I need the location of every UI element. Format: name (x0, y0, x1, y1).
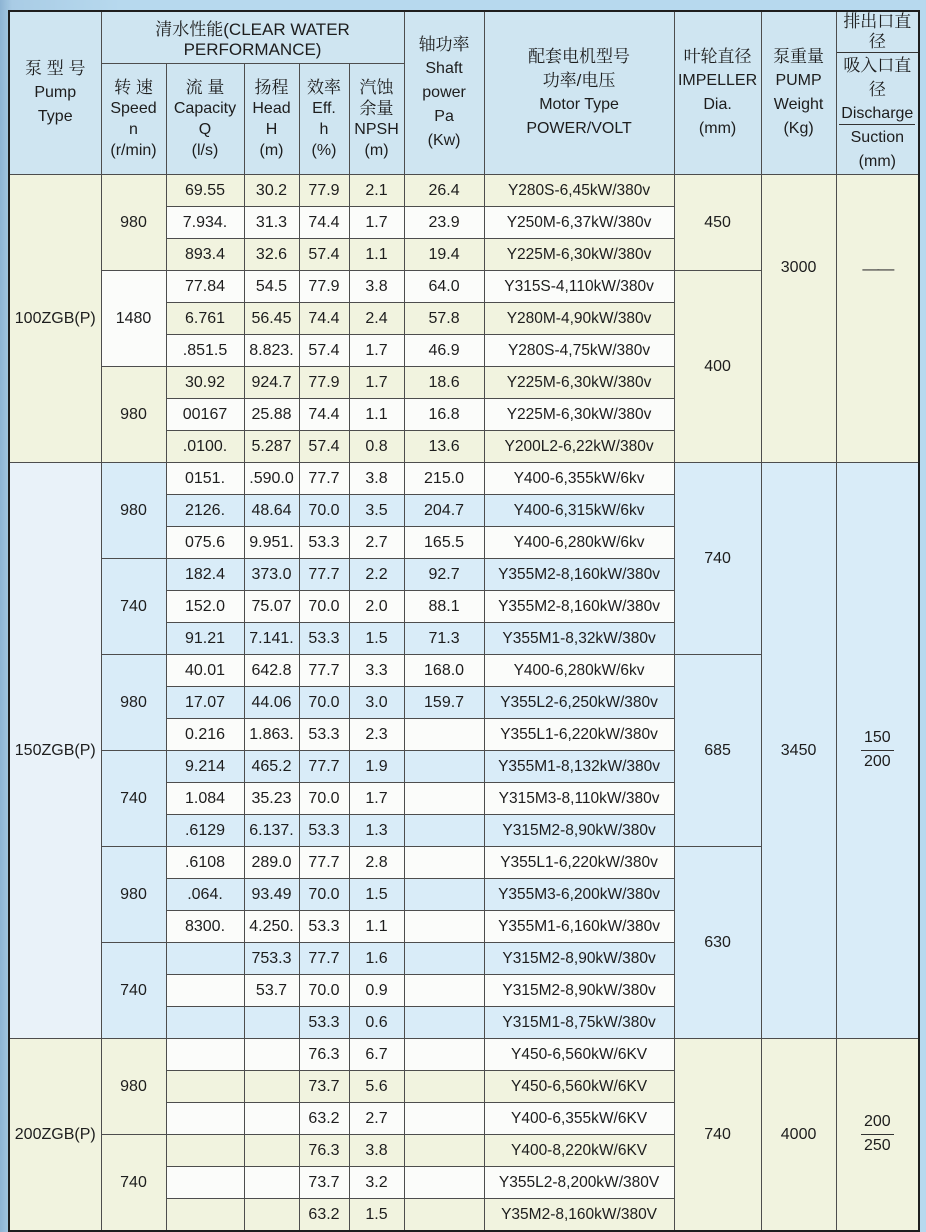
cell-npsh: 2.0 (349, 591, 404, 623)
cell-npsh: 1.7 (349, 367, 404, 399)
cell-npsh: 1.7 (349, 335, 404, 367)
cell-capacity: 152.0 (166, 591, 244, 623)
shaft-header-line: (Kw) (427, 132, 461, 149)
cell-npsh: 1.3 (349, 815, 404, 847)
npsh-header-line: 汽蚀 (359, 78, 394, 98)
pump-type-cell: 150ZGB(P) (9, 463, 101, 1039)
cell-npsh: 3.8 (349, 463, 404, 495)
cell-capacity: 8300. (166, 911, 244, 943)
cell-eff: 53.3 (299, 815, 349, 847)
cell-eff: 74.4 (299, 399, 349, 431)
cell-motor: Y400-8,220kW/6KV (484, 1135, 674, 1167)
cell-capacity (166, 1199, 244, 1232)
cell-motor: Y315M2-8,90kW/380v (484, 815, 674, 847)
speed-header-line: n (129, 121, 138, 139)
cell-eff: 63.2 (299, 1103, 349, 1135)
cell-motor: Y315M3-8,110kW/380v (484, 783, 674, 815)
cell-head: 35.23 (244, 783, 299, 815)
cell-motor: Y225M-6,30kW/380v (484, 367, 674, 399)
cell-capacity: .6129 (166, 815, 244, 847)
cell-npsh: 2.7 (349, 527, 404, 559)
cell-shaft (404, 1039, 484, 1071)
cell-capacity: 7.934. (166, 207, 244, 239)
speed-header-line: Speed (110, 100, 157, 118)
cell-eff: 70.0 (299, 687, 349, 719)
cell-head: 93.49 (244, 879, 299, 911)
shaft-header-line: Pa (434, 108, 454, 125)
cell-npsh: 1.7 (349, 207, 404, 239)
cell-eff: 70.0 (299, 879, 349, 911)
suction-value: 250 (863, 1137, 891, 1154)
cell-shaft: 13.6 (404, 431, 484, 463)
cell-npsh: 2.4 (349, 303, 404, 335)
col-header-shaft-power (404, 11, 484, 175)
impeller-cell: 740 (674, 1039, 761, 1232)
impeller-cell: 630 (674, 847, 761, 1039)
cell-npsh: 2.7 (349, 1103, 404, 1135)
cell-head: .590.0 (244, 463, 299, 495)
cell-head: 56.45 (244, 303, 299, 335)
cell-npsh: 0.8 (349, 431, 404, 463)
cell-motor: Y400-6,355kW/6KV (484, 1103, 674, 1135)
weight-header-line: Weight (773, 96, 824, 113)
cell-capacity: 9.214 (166, 751, 244, 783)
speed-header-line: (r/min) (110, 142, 157, 160)
cell-shaft (404, 1103, 484, 1135)
cell-shaft (404, 1135, 484, 1167)
discharge-suction-fraction (861, 728, 894, 773)
npsh-header-line: NPSH (354, 121, 399, 139)
cell-head: 32.6 (244, 239, 299, 271)
discharge-value: 200 (861, 1112, 894, 1135)
cell-capacity: 17.07 (166, 687, 244, 719)
impeller-cell: 685 (674, 655, 761, 847)
impeller-header-line: 叶轮直径 (683, 47, 752, 66)
dash-line: —— (862, 259, 893, 278)
cell-eff: 70.0 (299, 591, 349, 623)
cell-eff: 77.9 (299, 175, 349, 207)
cell-head (244, 1103, 299, 1135)
cell-head: 1.863. (244, 719, 299, 751)
cell-npsh: 3.0 (349, 687, 404, 719)
cell-npsh: 1.1 (349, 239, 404, 271)
cell-npsh: 5.6 (349, 1071, 404, 1103)
cell-shaft (404, 1167, 484, 1199)
discharge-cell (836, 1039, 919, 1232)
discharge-header-cn-bottom: 吸入口直径 (843, 56, 912, 99)
cell-motor: Y280M-4,90kW/380v (484, 303, 674, 335)
cell-shaft (404, 1071, 484, 1103)
cell-head: 8.823. (244, 335, 299, 367)
discharge-cell (836, 175, 919, 463)
cell-motor: Y225M-6,30kW/380v (484, 239, 674, 271)
impeller-cell: 450 (674, 175, 761, 271)
speed-header-line: 转 速 (114, 78, 153, 98)
discharge-suction-fraction (861, 1112, 894, 1157)
cell-shaft: 71.3 (404, 623, 484, 655)
cell-eff: 53.3 (299, 1007, 349, 1039)
weight-header-line: 泵重量 (773, 47, 825, 66)
cell-npsh: 3.3 (349, 655, 404, 687)
cell-eff: 57.4 (299, 239, 349, 271)
cell-npsh: 2.8 (349, 847, 404, 879)
cell-npsh: 2.2 (349, 559, 404, 591)
cell-head (244, 1007, 299, 1039)
motor-header-line: Motor Type (539, 96, 619, 113)
cell-motor: Y400-6,355kW/6kv (484, 463, 674, 495)
cell-eff: 53.3 (299, 719, 349, 751)
cell-shaft: 92.7 (404, 559, 484, 591)
impeller-header-line: IMPELLER (677, 72, 758, 89)
cell-capacity (166, 1007, 244, 1039)
discharge-header-unit: (mm) (858, 153, 896, 170)
cell-eff: 77.9 (299, 271, 349, 303)
capacity-header-line: Capacity (173, 100, 237, 118)
cell-head: 465.2 (244, 751, 299, 783)
cell-eff: 70.0 (299, 975, 349, 1007)
cell-head (244, 1199, 299, 1232)
cell-capacity: 77.84 (166, 271, 244, 303)
table-header (9, 11, 919, 175)
cell-head (244, 1135, 299, 1167)
cell-motor: Y225M-6,30kW/380v (484, 399, 674, 431)
cell-capacity: 2126. (166, 495, 244, 527)
cell-head: 30.2 (244, 175, 299, 207)
cell-motor: Y400-6,315kW/6kv (484, 495, 674, 527)
cell-npsh: 3.8 (349, 1135, 404, 1167)
weight-cell: 3000 (761, 175, 836, 463)
eff-header-line: Eff. (312, 100, 336, 118)
col-header-impeller (674, 11, 761, 175)
col-header-pump-type (9, 11, 101, 175)
speed-cell: 740 (101, 751, 166, 847)
cell-head: 54.5 (244, 271, 299, 303)
speed-cell: 740 (101, 559, 166, 655)
cell-shaft: 16.8 (404, 399, 484, 431)
cell-capacity: 30.92 (166, 367, 244, 399)
table-row (9, 175, 919, 207)
cell-motor: Y355L2-6,250kW/380v (484, 687, 674, 719)
cell-capacity: .851.5 (166, 335, 244, 367)
motor-header-line: 配套电机型号 (528, 47, 631, 66)
cell-capacity (166, 975, 244, 1007)
cell-shaft (404, 847, 484, 879)
npsh-header-line: (m) (364, 142, 389, 160)
cell-capacity: 69.55 (166, 175, 244, 207)
cell-eff: 77.7 (299, 463, 349, 495)
discharge-value: 150 (861, 728, 894, 751)
eff-header-line: 效率 (307, 78, 341, 98)
cell-eff: 57.4 (299, 335, 349, 367)
table-row (9, 1039, 919, 1071)
discharge-header-cn-top: 排出口直径 (837, 12, 919, 53)
speed-cell: 980 (101, 463, 166, 559)
cell-shaft: 18.6 (404, 367, 484, 399)
cell-eff: 63.2 (299, 1199, 349, 1232)
pump-type-header-en1: Pump (34, 84, 77, 101)
cell-motor: Y355M1-6,160kW/380v (484, 911, 674, 943)
cell-capacity: 075.6 (166, 527, 244, 559)
cell-motor: Y355L1-6,220kW/380v (484, 719, 674, 751)
shaft-header-line: 轴功率 (418, 35, 470, 54)
cell-motor: Y280S-6,45kW/380v (484, 175, 674, 207)
cell-eff: 77.7 (299, 943, 349, 975)
capacity-header-line: (l/s) (191, 142, 219, 160)
cell-head (244, 1039, 299, 1071)
cell-capacity (166, 1103, 244, 1135)
cell-motor: Y355M2-8,160kW/380v (484, 559, 674, 591)
cell-shaft: 204.7 (404, 495, 484, 527)
cell-npsh: 3.8 (349, 271, 404, 303)
cell-npsh: 2.3 (349, 719, 404, 751)
speed-cell: 980 (101, 175, 166, 271)
cell-capacity: .6108 (166, 847, 244, 879)
cell-npsh: 1.1 (349, 911, 404, 943)
cell-motor: Y400-6,280kW/6kv (484, 527, 674, 559)
speed-cell: 980 (101, 847, 166, 943)
motor-header-line: POWER/VOLT (526, 120, 632, 137)
head-header-line: (m) (259, 142, 284, 160)
cell-capacity: 0.216 (166, 719, 244, 751)
pump-spec-table (8, 10, 920, 1232)
shaft-header-line: power (422, 84, 466, 101)
cell-eff: 53.3 (299, 623, 349, 655)
cell-motor: Y450-6,560kW/6KV (484, 1039, 674, 1071)
cell-capacity (166, 943, 244, 975)
cell-eff: 73.7 (299, 1167, 349, 1199)
cell-capacity (166, 1071, 244, 1103)
cell-capacity (166, 1135, 244, 1167)
cell-shaft (404, 815, 484, 847)
cell-npsh: 1.6 (349, 943, 404, 975)
cell-npsh: 1.5 (349, 879, 404, 911)
cell-motor: Y400-6,280kW/6kv (484, 655, 674, 687)
cell-eff: 57.4 (299, 431, 349, 463)
cell-npsh: 1.5 (349, 1199, 404, 1232)
cell-npsh: 1.7 (349, 783, 404, 815)
cell-npsh: 6.7 (349, 1039, 404, 1071)
eff-header-line: h (319, 121, 329, 139)
cell-shaft (404, 879, 484, 911)
cell-capacity: 91.21 (166, 623, 244, 655)
cell-shaft (404, 943, 484, 975)
cell-eff: 53.3 (299, 911, 349, 943)
pump-type-cell: 100ZGB(P) (9, 175, 101, 463)
cell-npsh: 2.1 (349, 175, 404, 207)
col-header-eff (299, 64, 349, 175)
col-header-head (244, 64, 299, 175)
cell-motor: Y315M2-8,90kW/380v (484, 943, 674, 975)
cell-motor: Y355M2-8,160kW/380v (484, 591, 674, 623)
speed-cell: 740 (101, 1135, 166, 1232)
cell-head: 642.8 (244, 655, 299, 687)
head-header-line: 扬程 (254, 78, 289, 98)
cell-motor: Y200L2-6,22kW/380v (484, 431, 674, 463)
cell-capacity: .0100. (166, 431, 244, 463)
cell-shaft: 46.9 (404, 335, 484, 367)
cell-shaft: 26.4 (404, 175, 484, 207)
cell-head: 289.0 (244, 847, 299, 879)
speed-cell: 980 (101, 655, 166, 751)
cell-shaft: 64.0 (404, 271, 484, 303)
cell-motor: Y355M1-8,132kW/380v (484, 751, 674, 783)
cell-shaft (404, 1199, 484, 1232)
speed-cell: 1480 (101, 271, 166, 367)
cell-eff: 74.4 (299, 303, 349, 335)
cell-shaft (404, 719, 484, 751)
cell-npsh: 0.6 (349, 1007, 404, 1039)
cell-head: 53.7 (244, 975, 299, 1007)
impeller-cell: 400 (674, 271, 761, 463)
cell-shaft: 88.1 (404, 591, 484, 623)
cell-eff: 70.0 (299, 783, 349, 815)
cell-head (244, 1071, 299, 1103)
cell-eff: 73.7 (299, 1071, 349, 1103)
weight-header-line: PUMP (775, 72, 822, 89)
cell-shaft: 57.8 (404, 303, 484, 335)
cell-head: 6.137. (244, 815, 299, 847)
col-header-motor-type (484, 11, 674, 175)
cell-motor: Y315S-4,110kW/380v (484, 271, 674, 303)
cell-motor: Y355M1-8,32kW/380v (484, 623, 674, 655)
cell-capacity: 1.084 (166, 783, 244, 815)
cell-eff: 77.7 (299, 751, 349, 783)
discharge-header-en-top: Discharge (839, 104, 915, 125)
cell-capacity: 182.4 (166, 559, 244, 591)
speed-cell: 740 (101, 943, 166, 1039)
cell-head: 7.141. (244, 623, 299, 655)
impeller-header-line: Dia. (703, 96, 732, 113)
cell-head: 4.250. (244, 911, 299, 943)
cell-capacity: 6.761 (166, 303, 244, 335)
cell-shaft: 168.0 (404, 655, 484, 687)
cell-shaft (404, 975, 484, 1007)
cell-shaft (404, 751, 484, 783)
cell-capacity (166, 1039, 244, 1071)
cell-head: 924.7 (244, 367, 299, 399)
col-header-clear-water-band: 清水性能(CLEAR WATER PERFORMANCE) (101, 11, 404, 64)
cell-motor: Y280S-4,75kW/380v (484, 335, 674, 367)
col-header-capacity (166, 64, 244, 175)
cell-capacity (166, 1167, 244, 1199)
cell-motor: Y250M-6,37kW/380v (484, 207, 674, 239)
weight-cell: 4000 (761, 1039, 836, 1232)
cell-eff: 70.0 (299, 495, 349, 527)
cell-head: 9.951. (244, 527, 299, 559)
cell-npsh: 1.5 (349, 623, 404, 655)
pump-type-header-en2: Type (37, 108, 73, 125)
cell-motor: Y450-6,560kW/6KV (484, 1071, 674, 1103)
cell-head (244, 1167, 299, 1199)
cell-capacity: 00167 (166, 399, 244, 431)
cell-motor: Y355L2-8,200kW/380V (484, 1167, 674, 1199)
impeller-header-line: (mm) (698, 120, 737, 137)
cell-motor: Y315M2-8,90kW/380v (484, 975, 674, 1007)
pump-type-cell: 200ZGB(P) (9, 1039, 101, 1232)
suction-value: 200 (863, 753, 891, 770)
shaft-header-line: Shaft (425, 60, 463, 77)
pump-type-header-cn: 泵 型 号 (25, 59, 86, 78)
cell-eff: 74.4 (299, 207, 349, 239)
head-header-line: H (265, 121, 278, 139)
cell-shaft: 19.4 (404, 239, 484, 271)
cell-shaft (404, 783, 484, 815)
cell-motor: Y35M2-8,160kW/380V (484, 1199, 674, 1232)
cell-motor: Y315M1-8,75kW/380v (484, 1007, 674, 1039)
cell-head: 48.64 (244, 495, 299, 527)
cell-head: 5.287 (244, 431, 299, 463)
cell-motor: Y355M3-6,200kW/380v (484, 879, 674, 911)
capacity-header-line: 流 量 (185, 78, 225, 98)
cell-shaft (404, 911, 484, 943)
impeller-cell: 740 (674, 463, 761, 655)
head-header-line: Head (252, 100, 291, 118)
cell-eff: 77.7 (299, 847, 349, 879)
weight-cell: 3450 (761, 463, 836, 1039)
cell-shaft: 159.7 (404, 687, 484, 719)
col-header-weight (761, 11, 836, 175)
cell-eff: 77.7 (299, 655, 349, 687)
cell-shaft: 165.5 (404, 527, 484, 559)
cell-eff: 76.3 (299, 1135, 349, 1167)
table-row (9, 463, 919, 495)
table-body (9, 175, 919, 1232)
weight-header-line: (Kg) (783, 120, 814, 137)
cell-capacity: .064. (166, 879, 244, 911)
speed-cell: 980 (101, 367, 166, 463)
cell-eff: 53.3 (299, 527, 349, 559)
cell-head: 31.3 (244, 207, 299, 239)
cell-eff: 77.9 (299, 367, 349, 399)
cell-head: 373.0 (244, 559, 299, 591)
motor-header-line: 功率/电压 (542, 71, 616, 90)
npsh-header-line: 余量 (359, 99, 394, 119)
cell-shaft (404, 1007, 484, 1039)
capacity-header-line: Q (198, 121, 212, 139)
cell-head: 44.06 (244, 687, 299, 719)
cell-eff: 76.3 (299, 1039, 349, 1071)
cell-head: 75.07 (244, 591, 299, 623)
cell-motor: Y355L1-6,220kW/380v (484, 847, 674, 879)
cell-eff: 77.7 (299, 559, 349, 591)
cell-npsh: 3.2 (349, 1167, 404, 1199)
discharge-header-en-bottom: Suction (850, 129, 904, 146)
cell-shaft: 215.0 (404, 463, 484, 495)
cell-npsh: 0.9 (349, 975, 404, 1007)
cell-capacity: 40.01 (166, 655, 244, 687)
cell-capacity: 0151. (166, 463, 244, 495)
eff-header-line: (%) (311, 142, 337, 160)
cell-npsh: 1.1 (349, 399, 404, 431)
speed-cell: 980 (101, 1039, 166, 1135)
cell-capacity: 893.4 (166, 239, 244, 271)
col-header-speed (101, 64, 166, 175)
cell-head: 25.88 (244, 399, 299, 431)
discharge-cell (836, 463, 919, 1039)
cell-shaft: 23.9 (404, 207, 484, 239)
col-header-npsh (349, 64, 404, 175)
cell-npsh: 1.9 (349, 751, 404, 783)
col-header-discharge-suction (836, 11, 919, 175)
cell-head: 753.3 (244, 943, 299, 975)
cell-npsh: 3.5 (349, 495, 404, 527)
